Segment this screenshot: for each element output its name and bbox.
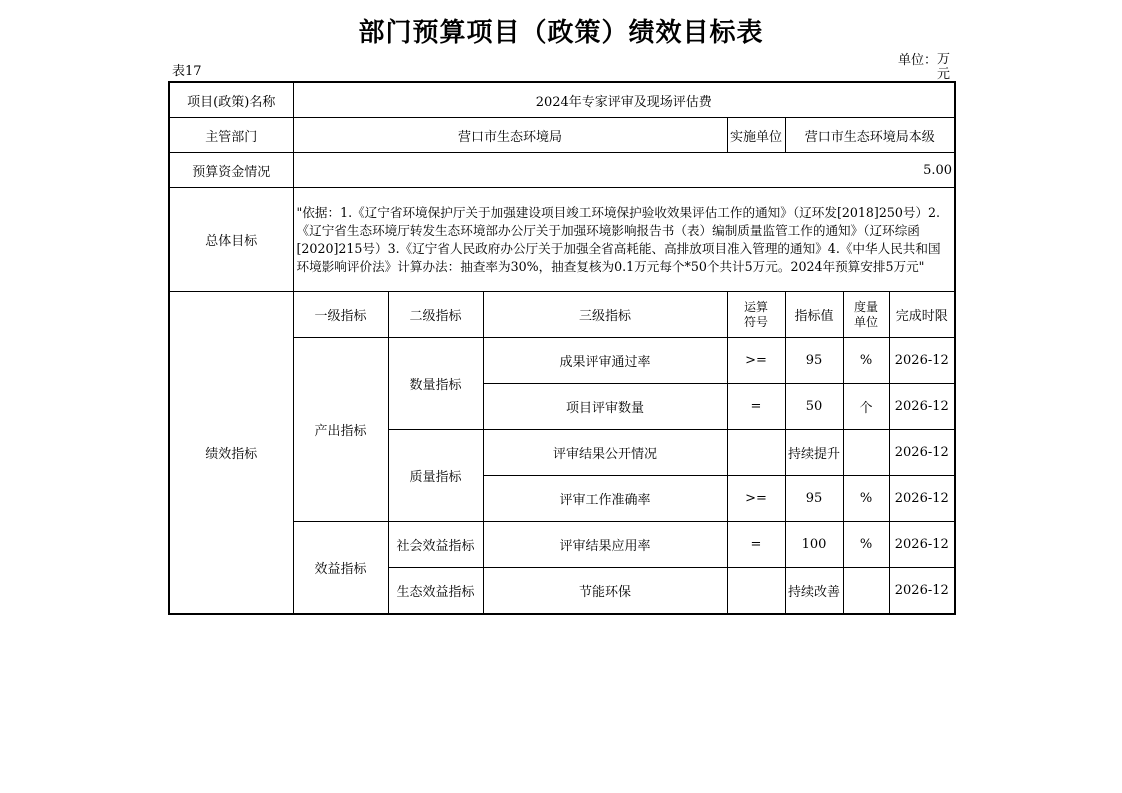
indicator-deadline: 2026-12 [889, 568, 955, 615]
indicator-name: 评审结果公开情况 [483, 430, 727, 476]
project-name-label: 项目(政策)名称 [169, 82, 293, 118]
indicator-name: 成果评审通过率 [483, 338, 727, 384]
indicator-value: 50 [785, 384, 843, 430]
department-row [169, 118, 955, 153]
unit-note [898, 52, 960, 82]
indicator-value: 持续提升 [785, 430, 843, 476]
indicator-unit: % [843, 522, 889, 568]
indicator-operator: = [727, 522, 785, 568]
indicator-deadline: 2026-12 [889, 522, 955, 568]
overall-goal-row [169, 188, 955, 292]
indicator-header-row [169, 292, 955, 338]
unit-label: 单位： [898, 53, 938, 68]
performance-indicators-label: 绩效指标 [169, 292, 293, 615]
indicator-value: 100 [785, 522, 843, 568]
indicator-value: 持续改善 [785, 568, 843, 615]
header-level1: 一级指标 [293, 292, 388, 338]
indicator-value: 95 [785, 338, 843, 384]
budget-label: 预算资金情况 [169, 153, 293, 188]
indicator-deadline: 2026-12 [889, 338, 955, 384]
budget-value: 5.00 [293, 153, 955, 188]
group-quality: 质量指标 [388, 430, 483, 522]
indicator-deadline: 2026-12 [889, 430, 955, 476]
indicator-operator: >= [727, 476, 785, 522]
header-deadline: 完成时限 [889, 292, 955, 338]
implementer-value: 营口市生态环境局本级 [785, 118, 955, 153]
table-number: 表17 [172, 64, 202, 79]
indicator-value: 95 [785, 476, 843, 522]
project-name-value: 2024年专家评审及现场评估费 [293, 82, 955, 118]
indicator-operator [727, 568, 785, 615]
group-eco: 生态效益指标 [388, 568, 483, 615]
indicator-unit [843, 430, 889, 476]
group-quantity: 数量指标 [388, 338, 483, 430]
indicator-name: 项目评审数量 [483, 384, 727, 430]
indicator-unit [843, 568, 889, 615]
header-value: 指标值 [785, 292, 843, 338]
indicator-deadline: 2026-12 [889, 384, 955, 430]
indicator-deadline: 2026-12 [889, 476, 955, 522]
header-level2: 二级指标 [388, 292, 483, 338]
group-social: 社会效益指标 [388, 522, 483, 568]
group-output: 产出指标 [293, 338, 388, 522]
header-operator: 运算 符号 [727, 292, 785, 338]
page-title: 部门预算项目（政策）绩效目标表 [358, 18, 764, 48]
overall-goal-label: 总体目标 [169, 188, 293, 292]
header-level3: 三级指标 [483, 292, 727, 338]
indicator-unit: % [843, 338, 889, 384]
header-unit: 度量 单位 [843, 292, 889, 338]
group-benefit: 效益指标 [293, 522, 388, 615]
indicator-unit: % [843, 476, 889, 522]
indicator-name: 评审工作准确率 [483, 476, 727, 522]
overall-goal-text: "依据：1.《辽宁省环境保护厅关于加强建设项目竣工环境保护验收效果评估工作的通知》（辽环发[2018]250号）2.《辽宁省生态环境厅转发生态环境部办公厅关于加强环境影响报告书（表）编制质量监管工作的通知》（辽环综函[2020]215号）3.《辽宁省人民政府办公厅关于加强全省高耗能、高排放项目准入管理的通知》4.《中华人民共和国环境影响评价法》计算办法：抽查率为30%，抽查复核为0.1万元每个*50个共计5万元。2024年预算安排5万元" [293, 188, 955, 292]
indicator-name: 节能环保 [483, 568, 727, 615]
indicator-unit: 个 [843, 384, 889, 430]
department-value: 营口市生态环境局 [293, 118, 727, 153]
indicator-operator [727, 430, 785, 476]
indicator-name: 评审结果应用率 [483, 522, 727, 568]
project-name-row [169, 82, 955, 118]
indicator-operator: >= [727, 338, 785, 384]
implementer-label: 实施单位 [727, 118, 785, 153]
department-label: 主管部门 [169, 118, 293, 153]
unit-value: 万 元 [937, 52, 951, 82]
performance-table [168, 81, 956, 615]
budget-row [169, 153, 955, 188]
indicator-operator: = [727, 384, 785, 430]
